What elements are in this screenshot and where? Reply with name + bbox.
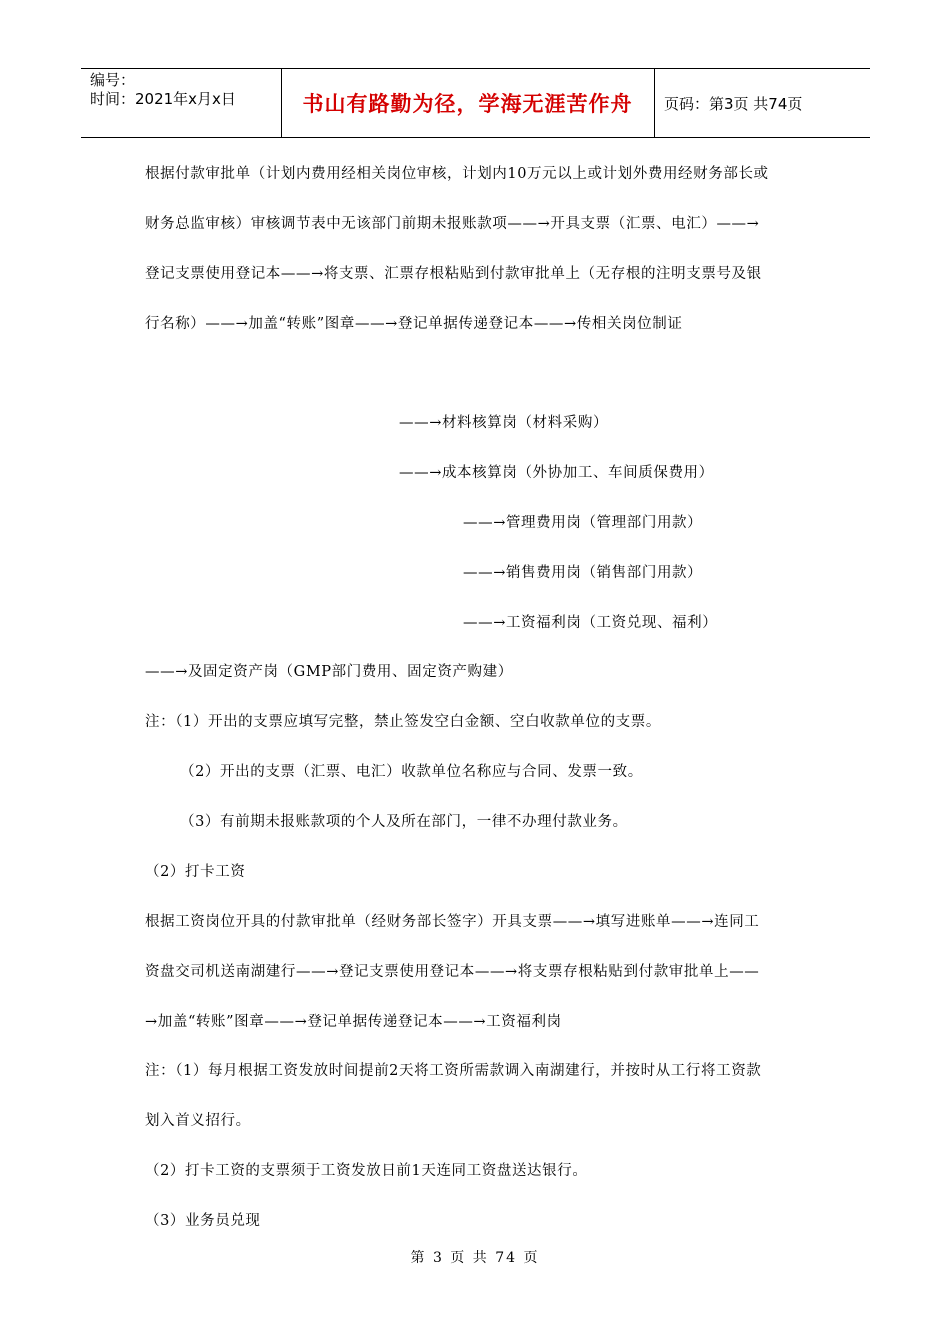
header-page-number: 页码：第3页 共74页 — [664, 94, 803, 113]
body-line: 财务总监审核）审核调节表中无该部门前期未报账款项——→开具支票（汇票、电汇）——→ — [145, 216, 760, 232]
flow-branch: ——→销售费用岗（销售部门用款） — [463, 565, 703, 581]
body-line: 根据工资岗位开具的付款审批单（经财务部长签字）开具支票——→填写进账单——→连同工 — [145, 914, 760, 930]
note-line: （2）打卡工资的支票须于工资发放日前1天连同工资盘送达银行。 — [145, 1163, 588, 1179]
note-line: （3）有前期未报账款项的个人及所在部门，一律不办理付款业务。 — [180, 814, 628, 830]
page-header — [81, 68, 870, 138]
header-divider — [654, 69, 655, 137]
flow-branch: ——→材料核算岗（材料采购） — [399, 415, 609, 431]
note-line: 划入首义招行。 — [145, 1113, 251, 1129]
body-line: 行名称）——→加盖“转账”图章——→登记单据传递登记本——→传相关岗位制证 — [145, 316, 683, 332]
header-motto: 书山有路勤为径，学海无涯苦作舟 — [302, 92, 633, 116]
body-line: →加盖“转账”图章——→登记单据传递登记本——→工资福利岗 — [145, 1014, 562, 1030]
note-line: 注：（1）每月根据工资发放时间提前2天将工资所需款调入南湖建行，并按时从工行将工资款 — [145, 1063, 762, 1079]
body-line: 根据付款审批单（计划内费用经相关岗位审核，计划内10万元以上或计划外费用经财务部长或 — [145, 166, 769, 182]
document-date: 时间：2021年x月x日 — [90, 90, 236, 108]
flow-branch: ——→管理费用岗（管理部门用款） — [463, 515, 703, 531]
page-footer: 第 3 页 共 74 页 — [410, 1250, 540, 1266]
section-heading: （2）打卡工资 — [145, 864, 246, 880]
body-line: 资盘交司机送南湖建行——→登记支票使用登记本——→将支票存根粘贴到付款审批单上—— — [145, 964, 760, 980]
flow-branch: ——→工资福利岗（工资兑现、福利） — [463, 615, 718, 631]
note-line: 注：（1）开出的支票应填写完整，禁止签发空白金额、空白收款单位的支票。 — [145, 714, 661, 730]
section-heading: （3）业务员兑现 — [145, 1213, 261, 1229]
header-meta — [90, 71, 276, 109]
flow-branch: ——→成本核算岗（外协加工、车间质保费用） — [399, 465, 714, 481]
body-line: 登记支票使用登记本——→将支票、汇票存根粘贴到付款审批单上（无存根的注明支票号及银 — [145, 266, 762, 282]
flow-branch: ——→及固定资产岗（GMP部门费用、固定资产购建） — [145, 664, 513, 680]
document-number: 编号： — [90, 71, 136, 89]
note-line: （2）开出的支票（汇票、电汇）收款单位名称应与合同、发票一致。 — [180, 764, 643, 780]
